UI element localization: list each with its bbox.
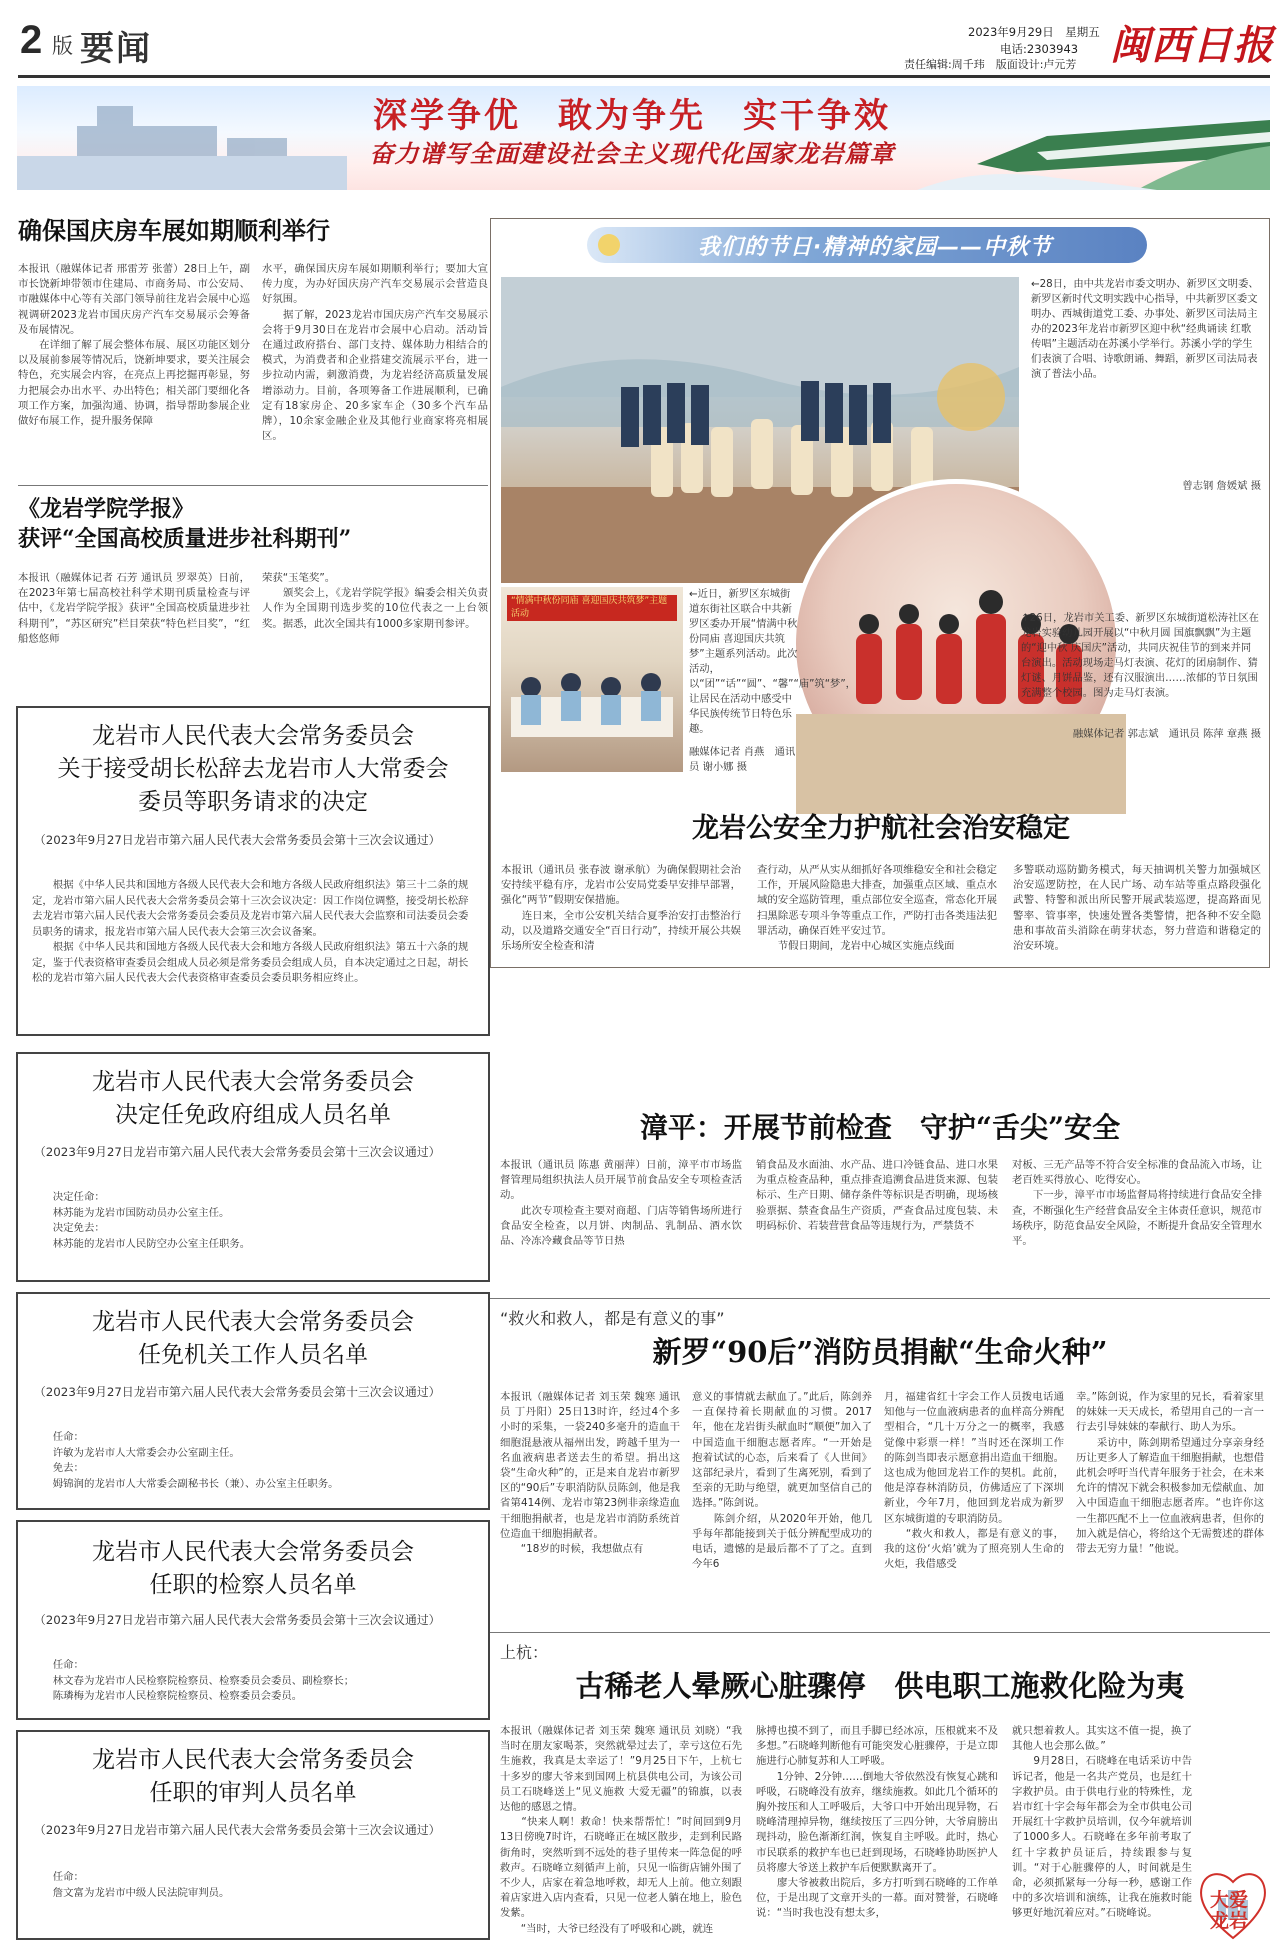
decision-note: （2023年9月27日龙岩市第六届人民代表大会常务委员会第十三次会议通过） xyxy=(34,1385,441,1399)
article-cars-col1: 本报讯（融媒体记者 邢雷芳 张蕾）28日上午，副市长饶新坤带领市住建局、市商务局、市公安局、市融媒体中心等有关部门领导前往龙岩会展中心巡视调研2023龙岩市国庆房产汽车交易展示会筹备及布展情况。 在详细了解了展会整体布展、展区功能区划分以及展前参展等情况后，饶新坤要求，要关注展会特色，充实展会内容，在亮点上再挖掘再彰显，努力把展会办出水平、办出特色；相关部门要细化各项工作方案，加强沟通、协调，指导帮助参展企业做好布展工作，提升服务保障 xyxy=(18,263,250,428)
decision-title: 龙岩市人民代表大会常务委员会 决定任免政府组成人员名单 xyxy=(92,1069,414,1128)
page-masthead xyxy=(0,0,1286,88)
decision-box-4 xyxy=(16,1520,490,1720)
slogan-banner xyxy=(17,86,1270,190)
decision-note: （2023年9月27日龙岩市第六届人民代表大会常务委员会第十三次会议通过） xyxy=(34,1823,441,1837)
article-fire-col2: 意义的事情就去献血了。”此后，陈剑养一直保持着长期献血的习惯。2017年，他在龙岩街头献血时“顺便”加入了中国造血干细胞志愿者库。“一开始是抱着试试的心态，后来看了《人世间》这部纪录片，看到了生离死别，看到了至亲的无助与绝望，就更加坚信自己的选择。”陈剑说。 陈剑介绍，从2020年开始，他几乎每年都能接到关于低分辨配型成功的电话，遗憾的是最后都不了了之。直到今年6 xyxy=(692,1391,872,1571)
decision-box-1 xyxy=(16,706,490,1036)
editor-phone: 电话:2303943 xyxy=(1000,42,1079,56)
article-food-col1: 本报讯（通讯员 陈惠 黄丽萍）日前，漳平市市场监督管理局组织执法人员开展节前食品安全专项检查活动。 此次专项检查主要对商超、门店等销售场所进行食品安全检查，以月饼、肉制品、乳制品、酒水饮品、冷冻冷藏食品等节日热 xyxy=(500,1159,742,1248)
decision-box-3 xyxy=(16,1292,490,1510)
issue-date: 2023年9月29日 星期五 xyxy=(968,25,1100,39)
decision-box-2 xyxy=(16,1052,490,1282)
decision-body: 任命： 林文春为龙岩市人民检察院检察员、检察委员会委员、副检察长； 陈璘梅为龙岩市人民检察院检察员、检察委员会委员。 xyxy=(52,1659,355,1702)
article-police-col1: 本报讯（通讯员 张春波 谢承航）为确保假期社会治安持续平稳有序，龙岩市公安局党委早安排早部署，强化“两节”假期安保措施。 连日来，全市公安机关结合夏季治安打击整治行动，以及道路交通安全“百日行动”，持续开展公共娱乐场所安全检查和清 xyxy=(501,864,741,953)
decision-body: 任命： 许敏为龙岩市人大常委会办公室副主任。 免去： 姆锦润的龙岩市人大常委会副秘书长（兼）、办公室主任职务。 xyxy=(52,1431,339,1490)
festival-header xyxy=(587,227,1147,263)
article-journal-col2: 荣获“玉笔奖”。 颁奖会上，《龙岩学院学报》编委会相关负责人作为全国期刊选步奖的10位代表之一上台领奖。据悉，此次全国共有1000多家期刊参评。 xyxy=(262,572,488,630)
banner-subtitle: 奋力谱写全面建设社会主义现代化国家龙岩篇章 xyxy=(369,139,895,168)
photo-community-workshop xyxy=(501,587,683,772)
decision-note: （2023年9月27日龙岩市第六届人民代表大会常务委员会第十三次会议通过） xyxy=(34,833,441,847)
divider xyxy=(490,1632,1270,1633)
article-food-title: 漳平：开展节前检查 守护“舌尖”安全 xyxy=(639,1111,1121,1144)
article-fire-col1: 本报讯（融媒体记者 刘玉荣 魏寒 通讯员 丁丹阳）25日13时许，经过4个多小时的采集，一袋240多毫升的造血干细胞混悬液从福州出发，跨越千里为一名血液病患者送去生的希望。捐出这袋“生命火种”的，正是来自龙岩市新罗区的“90后”专职消防队员陈剑，他是我省第414例、龙岩市第23例非亲缘造血干细胞捐献者，也是龙岩市消防系统首位造血干细胞捐献者。 “18岁的时候，我想做点有 xyxy=(500,1391,680,1556)
caption-workshop-credit: 融媒体记者 肖燕 通讯员 谢小娜 摄 xyxy=(689,746,796,773)
decision-title: 龙岩市人民代表大会常务委员会 任职的审判人员名单 xyxy=(92,1747,414,1806)
decision-body: 任命： 詹文富为龙岩市中级人民法院审判员。 xyxy=(52,1871,230,1899)
article-fire-title: 新罗“90后”消防员捐献“生命火种” xyxy=(652,1335,1108,1369)
caption-workshop: ←近日，新罗区东城街道东街社区联合中共新罗区委办开展“情满中秋份同庙 喜迎国庆共筑梦”主题系列活动。此次活动，以“团”“话”“圆”、“馨”“庙”筑“梦”，让居民在活动中感受中华民族传统节日特色乐趣。 xyxy=(689,588,856,735)
decision-title: 龙岩市人民代表大会常务委员会 任免机关工作人员名单 xyxy=(92,1309,414,1368)
festival-header-text: 我们的节日·精神的家园——中秋节 xyxy=(697,235,1053,260)
caption-stage: ←28日，由中共龙岩市委文明办、新罗区文明委、新罗区新时代文明实践中心指导，中共新罗区委文明办、西城街道党工委、办事处、新罗区司法局主办的2023年龙岩市新罗区迎中秋“经典诵读 红歌传唱”主题活动在苏溪小学举行。苏溪小学的学生们表演了合唱、诗歌朗诵、舞蹈，新罗区司法局表演了普法小品。 xyxy=(1031,278,1259,380)
article-cars-title: 确保国庆房车展如期顺利举行 xyxy=(18,216,330,245)
article-food-col2: 销食品及水面油、水产品、进口冷链食品、进口水果为重点检查品种，重点排查追溯食品进货来源、包装标示、生产日期、储存条件等标识是否明确，现场核验票据、禁查食品生产资质，严查食品过度包装、未明码标价、若装营营食品等违规行为，严禁货不 xyxy=(756,1159,998,1232)
article-food-col3: 对板、三无产品等不符合安全标准的食品流入市场，让老百姓买得放心、吃得安心。 下一步，漳平市市场监督局将持续进行食品安全排查，不断强化生产经营食品安全主体责任意识，规范市场秩序，防范食品安全风险，不断提升食品安全管理水平。 xyxy=(1012,1159,1262,1248)
article-police-col3: 多警联动巡防勤务模式，每天抽调机关警力加强城区治安巡逻防控，在人民广场、动车站等重点路段强化武警、特警和派出所民警开展武装巡逻，提高路面见警率、管事率，快速处置各类警情，把各种不安全隐患和事故苗头消除在萌芽状态，努力营造和谐稳定的治安环境。 xyxy=(1013,864,1261,953)
article-power-title: 古稀老人晕厥心脏骤停 供电职工施救化险为夷 xyxy=(575,1669,1185,1703)
article-fire-kicker: “救火和救人，都是有意义的事” xyxy=(500,1309,725,1328)
decision-body: 决定任命： 林苏能为龙岩市国防动员办公室主任。 决定免去： 林苏能的龙岩市人民防空办公室主任职务。 xyxy=(52,1191,251,1250)
newspaper-logo: 闽西日报 xyxy=(1110,23,1274,68)
workshop-banner-sign: “情满中秋份同庙 喜迎国庆共筑梦”主题活动 xyxy=(507,595,677,621)
article-journal-title1: 《龙岩学院学报》 xyxy=(18,496,195,522)
article-power-kicker: 上杭： xyxy=(500,1643,549,1662)
caption-lantern: ↑26日，龙岩市关工委、新罗区东城街道松涛社区在龙岩实验幼儿园开展以“中秋月圆 国旗飘飘”为主题的“迎中秋 庆国庆”活动，共同庆祝佳节的到来并同台演出。活动现场走马灯表演、花灯的团扇制作、猜灯谜、月饼品鉴，还有汉服演出……浓郁的节日氛围充满整个校园。图为走马灯表演。 xyxy=(1021,612,1259,699)
divider xyxy=(18,485,488,486)
decision-note: （2023年9月27日龙岩市第六届人民代表大会常务委员会第十三次会议通过） xyxy=(34,1613,441,1627)
dai-longyan-badge xyxy=(1196,1854,1270,1946)
article-journal-title2: 获评“全国高校质量进步社科期刊” xyxy=(18,526,352,552)
decision-title: 龙岩市人民代表大会常务委员会 任职的检察人员名单 xyxy=(92,1539,414,1598)
article-power-col1: 本报讯（融媒体记者 刘玉荣 魏寒 通讯员 刘晓）“我当时在朋友家喝茶，突然就晕过去了，幸亏这位石先生施救，我真是太幸运了！”9月25日下午，上杭七十多岁的廖大爷来到国网上杭县供电公司，为该公司员工石晓峰送上“见义施救 大爱无疆”的锦旗，以表达他的感恩之情。 “快来人啊！救命！快来帮帮忙！”时间回到9月13日傍晚7时许，石晓峰正在城区散步，走到利民路街角时，突然听到不远处的巷子里传来一阵急促的呼救声。石晓峰立刻循声上前，只见一临街店铺外围了不少人，店家在着急地呼救，却无人上前。他立刻跟着店家进入店内查看，只见一位老人躺在地上，脸色发紫。 “当时，大爷已经没有了呼吸和心跳，就连 xyxy=(500,1725,742,1935)
page-number: 2 xyxy=(20,18,43,62)
editor-credits: 责任编辑:周千玮 版面设计:卢元芳 xyxy=(904,58,1077,71)
caption-stage-credit: 曾志钢 詹媛斌 摄 xyxy=(1182,480,1261,492)
decision-title: 龙岩市人民代表大会常务委员会 关于接受胡长松辞去龙岩市人大常委会 委员等职务请求的决定 xyxy=(57,723,449,815)
article-police-col2: 查行动，从严从实从细抓好各项维稳安全和社会稳定工作，开展风险隐患大排查，加强重点区域、重点水域的安全巡防管理，重点部位安全巡查，常态化开展扫黑除恶专项斗争等重点工作，严防打击各类违法犯罪活动，确保百姓平安过节。 节假日期间，龙岩中心城区实施点线面 xyxy=(757,864,997,953)
article-fire-col4: 幸。”陈剑说，作为家里的兄长，看着家里的妹妹一天天成长，希望用自己的一言一行去引导妹妹的奉献行、助人为乐。 采访中，陈剑期希望通过分享亲身经历让更多人了解造血干细胞捐献，也想借此机会呼吁当代青年服务于社会，在未来允许的情况下就会积极参加无偿献血、加入中国造血干细胞志愿者库。“也许你这一生都匹配不上一位血液病患者，但你的加入就是信心，将给这个无需赘述的群体带去无穷力量！”他说。 xyxy=(1076,1391,1264,1556)
badge-text: 大爱龙岩 xyxy=(1210,1889,1249,1932)
caption-lantern-credit: 融媒体记者 郭志斌 通讯员 陈萍 章燕 摄 xyxy=(1072,728,1261,740)
article-power-col3: 就只想着救人。其实这不值一提，换了其他人也会那么做。” 9月28日，石晓峰在电话采访中告诉记者，他是一名共产党员，也是红十字救护员。由于供电行业的特殊性，龙岩市红十字会每年都会为全市供电公司开展红十字救护员培训，仅今年就培训了1000多人。石晓峰在多年前考取了红十字救护员证后，持续跟参与复训。“对于心脏骤停的人，时间就是生命，必须抓紧每一分每一秒，感谢工作中的多次培训和演练，让我在施救时能够更好地沉着应对。”石晓峰说。 xyxy=(1012,1725,1192,1920)
article-fire-col3: 月，福建省红十字会工作人员拨电话通知他与一位血液病患者的血样高分辨配型相合，“几十万分之一的概率，我感觉像中彩票一样！”当时还在深圳工作的陈剑当即表示愿意捐出造血干细胞。这也成为他回龙岩工作的契机。此前，他是淳春林消防员，仿佛适应了下深圳新业，今年7月，他回到龙岩成为新罗区东城街道的专职消防员。 “救火和救人，都是有意义的事，我的这份‘火焰’就为了照亮别人生命的火炬，我借感受 xyxy=(884,1391,1064,1571)
article-police-title: 龙岩公安全力护航社会治安稳定 xyxy=(692,813,1070,844)
article-cars-col2: 水平，确保国庆房车展如期顺利举行；要加大宣传力度，为办好国庆房产汽车交易展示会营造良好氛围。 据了解，2023龙岩市国庆房产汽车交易展示会将于9月30日在龙岩市会展中心启动。活动旨在通过政府搭台、部门支持、媒体助力相结合的模式，为消费者和企业搭建交流展示平台，进一步拉动内需，刺激消费，为龙岩经济高质量发展增添动力。目前，各项筹备工作进展顺利，已确定有18家房企、20多家车企（30多个汽车品牌），10余家金融企业及其他行业商家将亮相展区。 xyxy=(262,263,488,443)
banner-slogan: 深学争优 敢为争先 实干争效 xyxy=(373,96,891,136)
article-journal-col1: 本报讯（融媒体记者 石芳 通讯员 罗翠英）日前，在2023年第七届高校社科学术期刊质量检查与评估中，《龙岩学院学报》获评“全国高校质量进步社科期刊”，“苏区研究”栏目荣获“特色栏目奖”，“红船悠悠师 xyxy=(18,572,250,645)
decision-box-5 xyxy=(16,1730,490,1940)
masthead-rule xyxy=(18,75,1270,78)
festival-feature-box xyxy=(490,218,1270,968)
section-name: 要闻 xyxy=(80,29,152,69)
article-power-col2: 脉搏也摸不到了，而且手脚已经冰凉，压根就来不及多想。”石晓峰判断他有可能突发心脏骤停，于是立即施进行心肺复苏和人工呼吸。 1分钟、2分钟……倒地大爷依然没有恢复心跳和呼吸，石晓峰没有放弃，继续施救。如此几个循环的胸外按压和人工呼吸后，大爷口中开始出现异物，石晓峰清理掉异物，继续按压了三四分钟，大爷肩膀出现抖动，脸色渐渐红润，恢复自主呼吸。此时，热心市民联系的救护车也已赶到现场，石晓峰协助医护人员将廖大爷送上救护车后便默默离开了。 廖大爷被救出院后，多方打听到石晓峰的工作单位，于是出现了文章开头的一幕。面对赞誉，石晓峰说：“当时我也没有想太多， xyxy=(756,1725,998,1920)
page-unit: 版 xyxy=(52,34,73,58)
decision-body: 根据《中华人民共和国地方各级人民代表大会和地方各级人民政府组织法》第三十二条的规定，龙岩市第六届人民代表大会常务委员会第十三次会议决定：因工作岗位调整，接受胡长松辞去龙岩市第六届人民代表大会常务委员会委员及龙岩市第六届人民代表大会监察和司法委员会委员职务的请求，报龙岩市第六届人民代表大会第三次会议备案。 根据《中华人民共和国地方各级人民代表大会和地方各级人民政府组织法》第五十六条的规定，鉴于代表资格审查委员会组成人员必须是常务委员会组成人员，自本决定通过之日起，胡长松的龙岩市第六届人民代表大会代表资格审查委员会委员职务相应终止。 xyxy=(32,879,469,984)
decision-note: （2023年9月27日龙岩市第六届人民代表大会常务委员会第十三次会议通过） xyxy=(34,1145,441,1159)
divider xyxy=(490,1298,1270,1299)
